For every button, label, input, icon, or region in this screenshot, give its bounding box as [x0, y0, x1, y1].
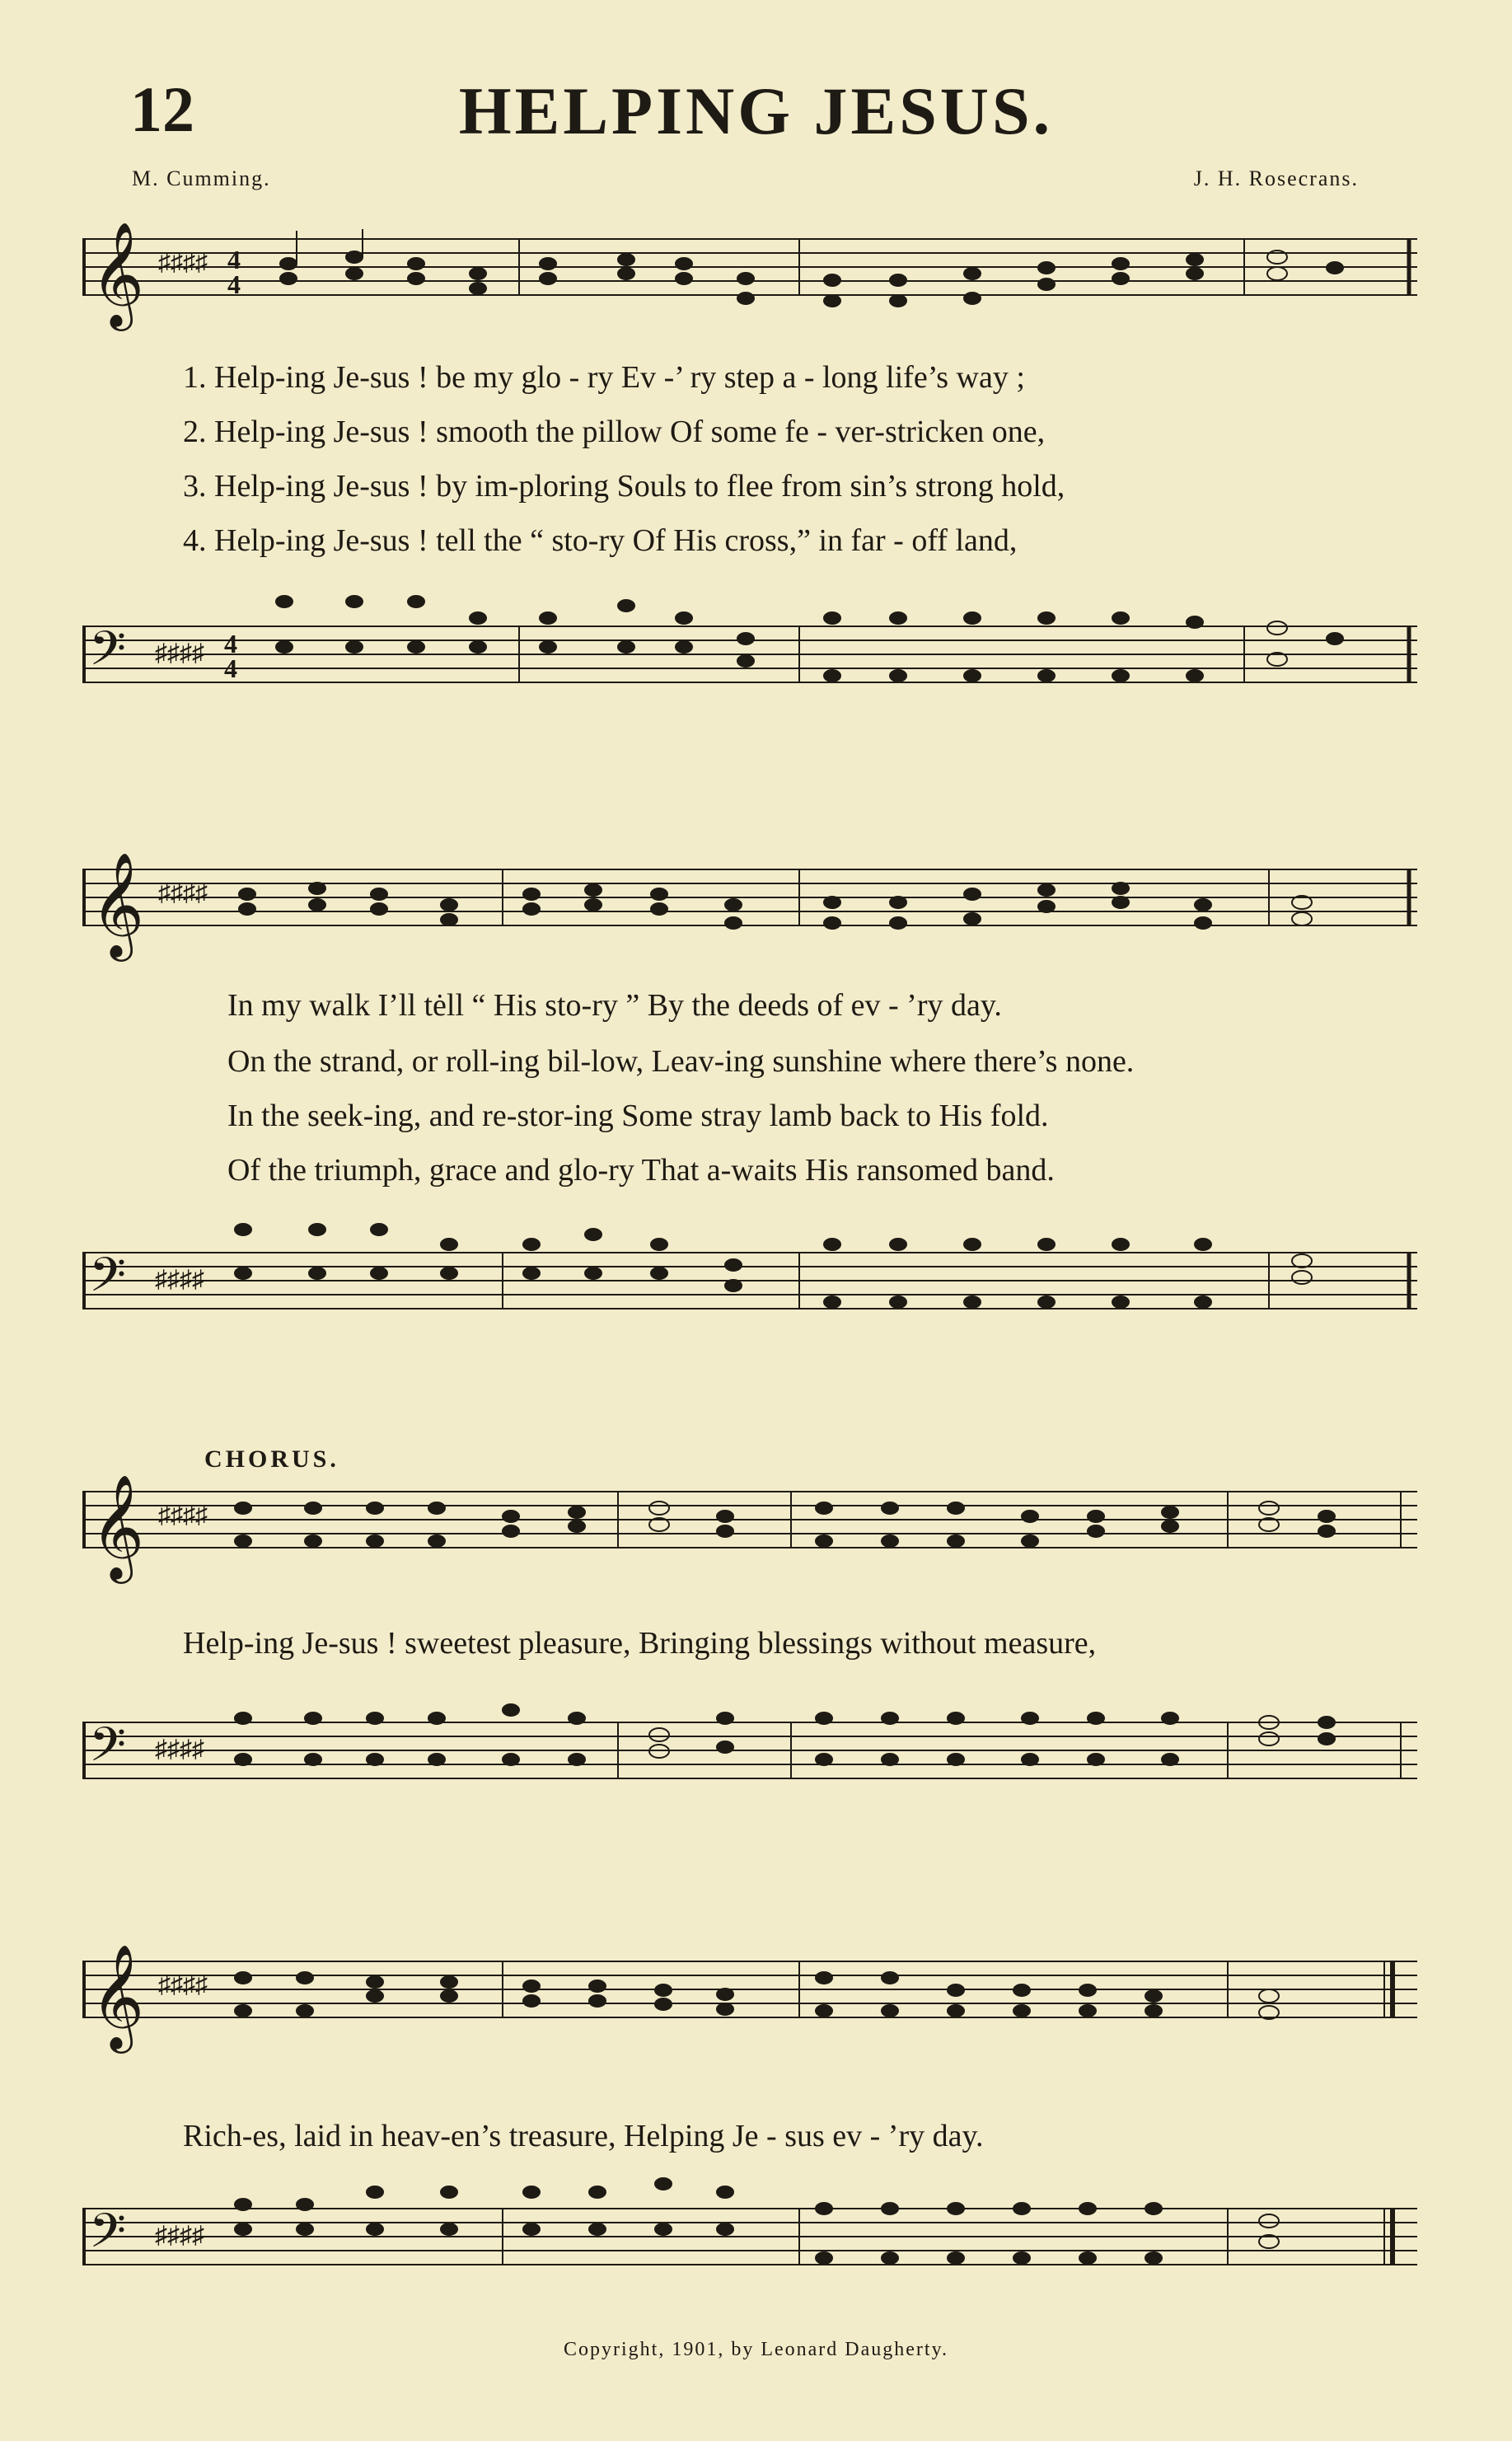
bass-staff-chorus-1: [82, 1689, 1417, 1821]
svg-text:𝄢: 𝄢: [89, 624, 127, 687]
verse-line: In my walk I’ll tėll “ His sto-ry ” By the deeds of ev - ’ry day.: [227, 988, 1002, 1023]
svg-text:♯♯♯♯: ♯♯♯♯: [155, 640, 204, 667]
svg-text:𝄞: 𝄞: [91, 1477, 145, 1577]
treble-staff-system-2: [82, 841, 1417, 972]
svg-text:𝄞: 𝄞: [91, 855, 145, 955]
verse-line: In the seek-ing, and re-stor-ing Some stray lamb back to His fold.: [227, 1099, 1049, 1133]
svg-text:♯♯♯♯: ♯♯♯♯: [158, 1502, 208, 1529]
treble-staff-chorus-1: [82, 1475, 1417, 1607]
svg-text:𝄢: 𝄢: [89, 1720, 127, 1783]
svg-text:𝄞: 𝄞: [91, 224, 145, 325]
chorus-label: CHORUS.: [204, 1445, 339, 1473]
svg-text:4: 4: [227, 269, 241, 299]
bass-staff-system-2: [82, 1211, 1417, 1343]
chorus-lyric-line: Rich-es, laid in heav-en’s treasure, Helping Je - sus ev - ’ry day.: [183, 2119, 984, 2153]
verse-line: On the strand, or roll-ing bil-low, Leav-ing sunshine where there’s none.: [227, 1044, 1135, 1079]
verse-line: 4. Help-ing Je-sus ! tell the “ sto-ry Of His cross,” in far - off land,: [183, 523, 1018, 558]
svg-text:♯♯♯♯: ♯♯♯♯: [155, 1266, 204, 1293]
svg-text:𝄢: 𝄢: [89, 1250, 127, 1314]
verse-line: 1. Help-ing Je-sus ! be my glo - ry Ev -’ ry step a - long life’s way ;: [183, 360, 1025, 395]
svg-text:4: 4: [224, 654, 237, 683]
composer-credit: J. H. Rosecrans.: [1193, 166, 1359, 190]
copyright-notice: Copyright, 1901, by Leonard Daugherty.: [563, 2339, 949, 2360]
svg-text:4: 4: [224, 629, 237, 658]
bass-staff-chorus-2: [82, 2176, 1417, 2307]
verse-line: Of the triumph, grace and glo-ry That a-waits His ransomed band.: [227, 1153, 1055, 1188]
treble-staff-chorus-2: [82, 1945, 1417, 2077]
svg-text:♯♯♯♯: ♯♯♯♯: [158, 879, 208, 907]
svg-text:4: 4: [227, 245, 241, 274]
svg-text:𝄞: 𝄞: [91, 1947, 145, 2047]
svg-text:♯♯♯♯: ♯♯♯♯: [155, 2222, 204, 2249]
lyricist-credit: M. Cumming.: [132, 166, 271, 190]
svg-text:𝄢: 𝄢: [89, 2206, 127, 2270]
svg-text:♯♯♯♯: ♯♯♯♯: [158, 249, 208, 276]
svg-text:♯♯♯♯: ♯♯♯♯: [155, 1736, 204, 1763]
bass-staff-system-1: [82, 593, 1417, 725]
page-title: HELPING JESUS.: [458, 73, 1054, 148]
verse-line: 3. Help-ing Je-sus ! by im-ploring Souls to flee from sin’s strong hold,: [183, 469, 1065, 504]
page-number: 12: [130, 73, 194, 145]
chorus-lyric-line: Help-ing Je-sus ! sweetest pleasure, Bringing blessings without measure,: [183, 1626, 1097, 1661]
verse-line: 2. Help-ing Je-sus ! smooth the pillow Of some fe - ver-stricken one,: [183, 415, 1046, 449]
treble-staff-system-1: [82, 223, 1417, 354]
svg-text:♯♯♯♯: ♯♯♯♯: [158, 1971, 208, 1998]
